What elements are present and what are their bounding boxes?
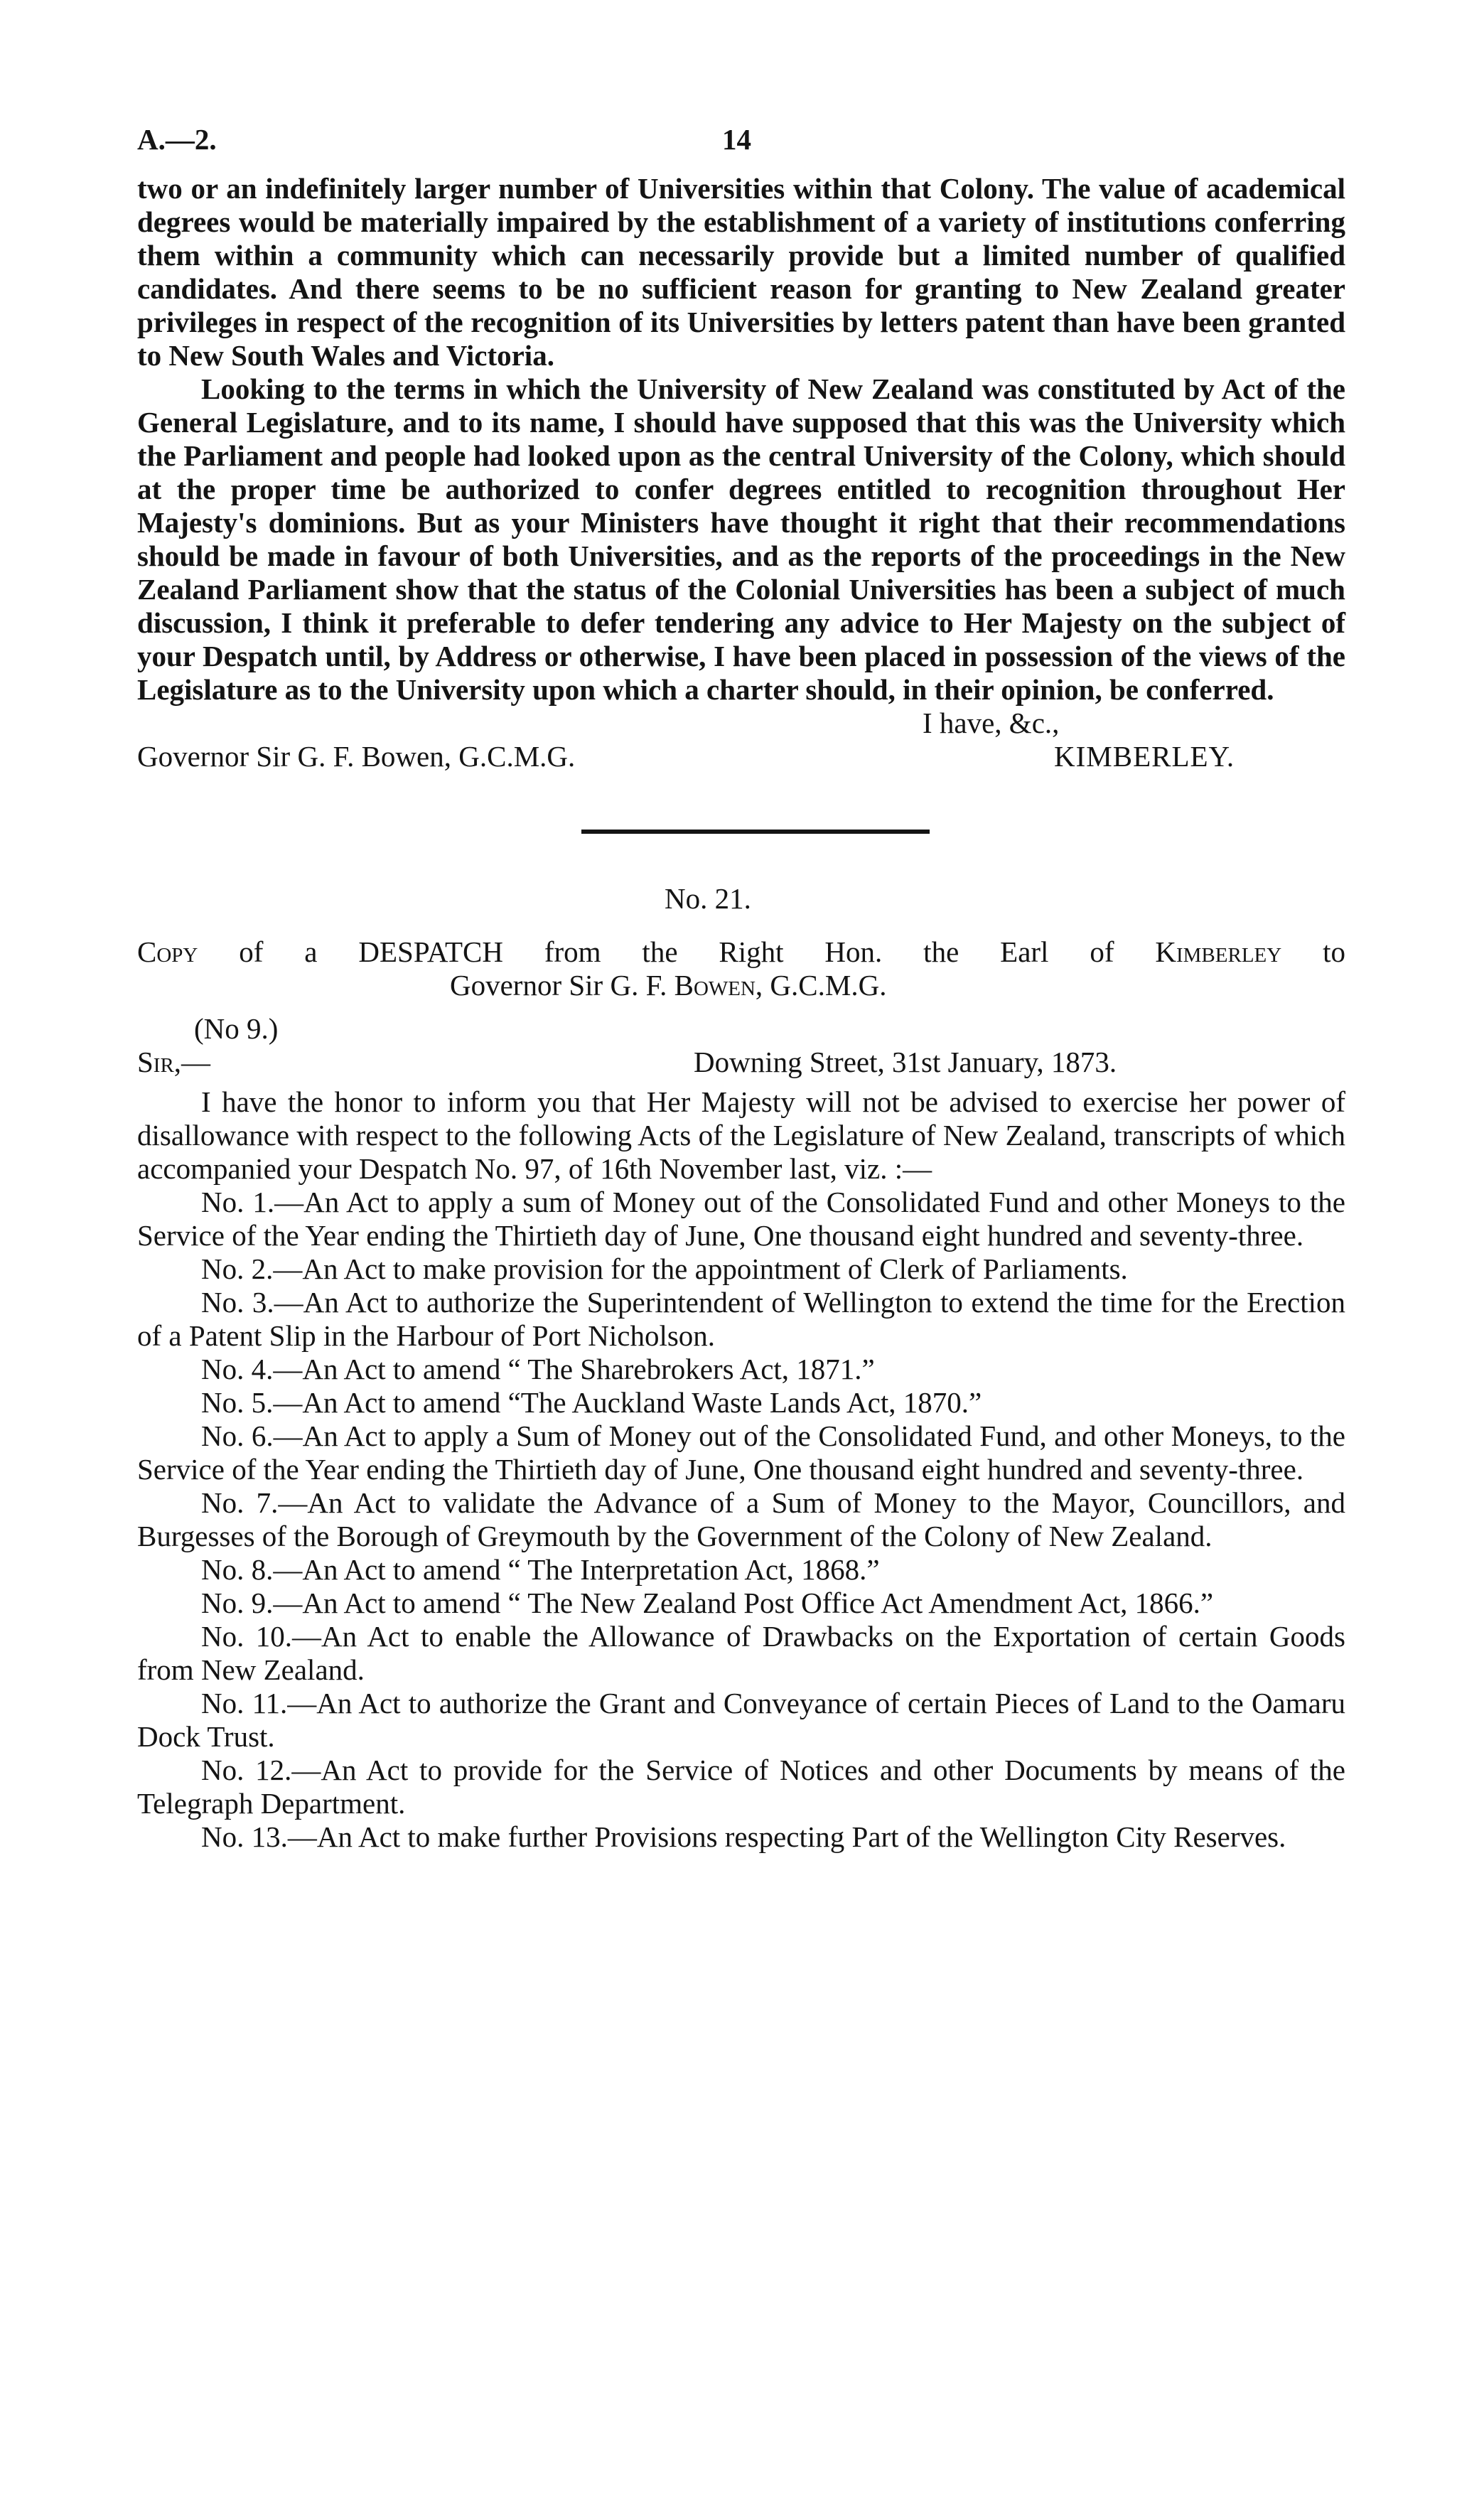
salutation-row: [137, 1046, 1345, 1085]
paragraph: Looking to the terms in which the University of New Zealand was constituted by Act of the General Legislature, and to its name, I should have supposed that this was the University which the Parliament and people had looked upon as the central University of the Colony, which should at the proper time be authorized to confer degrees entitled to recognition throughout Her Majesty's dominions. But as your Ministers have thought it right that their recommendations should be made in favour of both Universities, and as the reports of the proceedings in the New Zealand Parliament show that the status of the Colonial Universities has been a subject of much discussion, I think it preferable to defer tendering any advice to Her Majesty on the subject of your Despatch until, by Address or otherwise, I have been placed in possession of the views of the Legislature as to the University upon which a charter should, in their opinion, be conferred.: [137, 372, 1345, 706]
list-item: No. 9.—An Act to amend “ The New Zealand Post Office Act Amendment Act, 1866.”: [201, 1587, 1214, 1619]
signature: KIMBERLEY.: [1054, 740, 1235, 773]
addressee: Governor Sir G. F. Bowen, G.C.M.G.: [137, 740, 576, 773]
caption-line2-b: , G.C.M.G.: [755, 969, 887, 1002]
page-header: [137, 122, 1345, 172]
list-item: No. 12.—An Act to provide for the Service of Notices and other Documents by means of the Telegraph Department.: [137, 1754, 1345, 1820]
list-item: No. 3.—An Act to authorize the Superintendent of Wellington to extend the time for the Erection of a Patent Slip in the Harbour of Port Nicholson.: [137, 1286, 1345, 1352]
despatch-number-heading: No. 21.: [665, 882, 751, 915]
list-item: No. 11.—An Act to authorize the Grant and Conveyance of certain Pieces of Land to the Oamaru Dock Trust.: [137, 1687, 1345, 1753]
section-divider: [581, 830, 930, 834]
signature-row: [137, 740, 1345, 780]
paragraph: two or an indefinitely larger number of Universities within that Colony. The value of academical degrees would be materially impaired by the establishment of a variety of institutions conferring them within a community which can necessarily provide but a limited number of qualified candidates. And there seems to be no sufficient reason for granting to New Zealand greater privileges in respect of the recognition of its Universities by letters patent than have been granted to New South Wales and Victoria.: [137, 172, 1345, 372]
page-number: 14: [722, 123, 751, 156]
list-item: No. 4.—An Act to amend “ The Sharebrokers Act, 1871.”: [201, 1353, 875, 1385]
caption-copy: Copy: [137, 935, 198, 968]
previous-despatch-body: [137, 172, 1345, 707]
despatch-reference: (No 9.): [194, 1012, 279, 1045]
list-item: No. 6.—An Act to apply a Sum of Money out of the Consolidated Fund, and other Moneys, to the Service of the Year ending the Thirtieth day of June, One thousand eight hundred and seventy-three.: [137, 1419, 1345, 1486]
despatch-intro: I have the honor to inform you that Her Majesty will not be advised to exercise her power of disallowance with respect to the following Acts of the Legislature of New Zealand, transcripts of which accompanied your Despatch No. 97, of 16th November last, viz. :—: [137, 1085, 1345, 1185]
list-item: No. 13.—An Act to make further Provisions respecting Part of the Wellington City Reserves.: [201, 1820, 1286, 1853]
list-item: No. 5.—An Act to amend “The Auckland Waste Lands Act, 1870.”: [201, 1386, 982, 1419]
list-item: No. 2.—An Act to make provision for the appointment of Clerk of Parliaments.: [201, 1252, 1128, 1285]
caption-line2-a: Governor Sir G. F.: [450, 969, 674, 1002]
place-and-date: Downing Street, 31st January, 1873.: [694, 1046, 1117, 1078]
caption-bowen: Bowen: [674, 969, 756, 1002]
list-item: No. 7.—An Act to validate the Advance of a Sum of Money to the Mayor, Councillors, and Burgesses of the Borough of Greymouth by the Government of the Colony of New Zealand.: [137, 1486, 1345, 1552]
closing-formula: I have, &c.,: [923, 707, 1060, 739]
document-page: [137, 122, 1345, 1854]
salutation: Sir,—: [137, 1046, 211, 1078]
list-item: No. 10.—An Act to enable the Allowance of Drawbacks on the Exportation of certain Goods from New Zealand.: [137, 1620, 1345, 1686]
despatch-caption: [137, 935, 1345, 969]
caption-to: to: [1281, 935, 1345, 968]
paper-reference: A.—2.: [137, 123, 217, 156]
list-item: No. 1.—An Act to apply a sum of Money out of the Consolidated Fund and other Moneys to the Service of the Year ending the Thirtieth day of June, One thousand eight hundred and seventy-three.: [137, 1186, 1345, 1252]
despatch-caption-line2: [137, 969, 1345, 1002]
acts-list: [137, 1186, 1345, 1854]
caption-kimberley: Kimberley: [1155, 935, 1282, 968]
caption-text: of a DESPATCH from the Right Hon. the Earl of: [198, 935, 1156, 968]
list-item: No. 8.—An Act to amend “ The Interpretation Act, 1868.”: [201, 1553, 880, 1586]
